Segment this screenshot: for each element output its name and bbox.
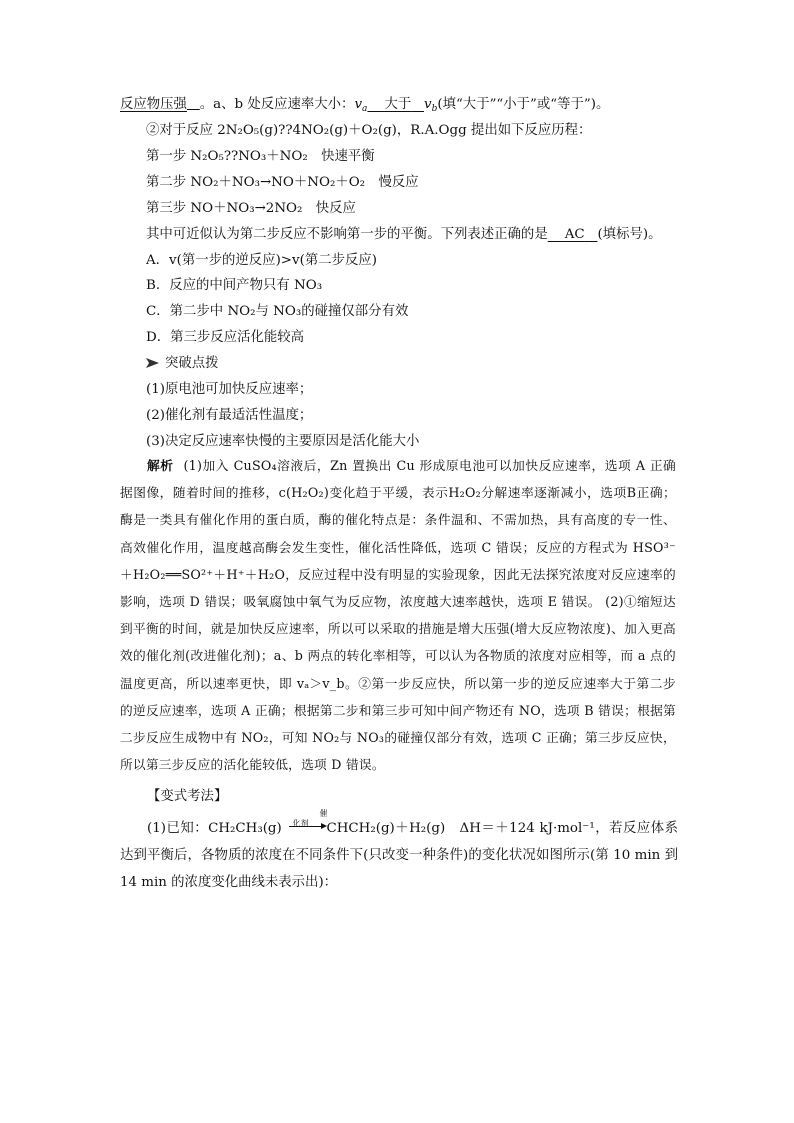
- answer-blank-choice: AC: [564, 227, 585, 242]
- tip-3: (3)决定反应速率快慢的主要原因是活化能大小: [146, 434, 420, 449]
- variant-text: CHCH₂(g)＋H₂(g) ΔH＝＋124 kJ·mol⁻¹，若反应体系达到平衡后，各物质的浓度在不同条件下(只改变一种条件)的变化状况如图所示(第 10 min 到 14 min 的浓度变化曲线未表示出)：: [120, 821, 679, 890]
- variant-section: [120, 783, 678, 896]
- step-2: 第二步 NO₂＋NO₃→NO＋NO₂＋O₂ 慢反应: [146, 175, 419, 190]
- reactant-formula: (1)已知：CH₂CH₃(g): [147, 821, 282, 836]
- explanation-label: 解析: [147, 458, 174, 473]
- tip-title: 突破点拨: [165, 356, 219, 371]
- tip-heading: [146, 354, 219, 374]
- option-b: B．反应的中间产物只有 NO₃: [146, 278, 323, 293]
- tip-1: (1)原电池可加快反应速率；: [146, 382, 313, 397]
- question-line-1: [120, 95, 609, 115]
- subscript-b: b: [431, 104, 438, 114]
- velocity-symbol: v: [354, 97, 363, 112]
- arrow-marker-icon: [146, 358, 159, 368]
- fill-instruction: (填“大于”“小于”或“等于”)。: [437, 97, 610, 112]
- velocity-symbol: v: [424, 97, 432, 112]
- answer-blank-pressure: 反应物压强: [120, 97, 187, 112]
- step-1: 第一步 N₂O₅??NO₃＋NO₂ 快速平衡: [146, 149, 375, 164]
- variant-title: 【变式考法】: [147, 789, 228, 804]
- subscript-a: a: [362, 104, 368, 114]
- answer-blank-rate: 大于: [384, 97, 412, 112]
- question-line-6: [146, 225, 661, 245]
- question-text: 其中可近似认为第二步反应不影响第一步的平衡。下列表述正确的是: [146, 227, 548, 242]
- catalyst-arrow-icon: [287, 809, 328, 832]
- step-3: 第三步 NO＋NO₃→2NO₂ 快反应: [146, 201, 356, 216]
- explanation-text: (1)加入 CuSO₄溶液后，Zn 置换出 Cu 形成原电池可以加快反应速率，选项 A 正确据图像，随着时间的推移，c(H₂O₂)变化趋于平缓，表示H₂O₂分解速率逐渐减小，选项B正确；酶是一类具有催化作用的蛋白质，酶的催化特点是：条件温和、不需加热，具有高度的专一性、高效催化作用，温度越高酶会发生变性，催化活性降低，选项 C 错误；反应的方程式为 HSO³⁻＋H₂O₂══SO²⁺＋H⁺＋H₂O，反应过程中没有明显的实验现象，因此无法探究浓度对反应速率的影响，选项 D 错误；吸氧腐蚀中氧气为反应物，浓度越大速率越快，选项 E 错误。 (2)①缩短达到平衡的时间，就是加快反应速率，所以可以采取的措施是增大压强(增大反应物浓度)、加入更高效的催化剂(改进催化剂)；a、b 两点的转化率相等，可以认为各物质的浓度对应相等，而 a 点的温度更高，所以速率更快，即 vₐ＞v_b。②第一步反应快，所以第一步的逆反应速率大于第二步的逆反应速率，选项 A 正确；根据第二步和第三步可知中间产物还有 NO，选项 B 错误；根据第二步反应生成物中有 NO₂，可知 NO₂与 NO₃的碰撞仅部分有效，选项 C 正确；第三步反应快，所以第三步反应的活化能较低，选项 D 错误。: [120, 458, 676, 773]
- variant-question: [120, 809, 679, 896]
- reaction-statement: ②对于反应 2N₂O₅(g)??4NO₂(g)＋O₂(g)，R.A.Ogg 提出如下反应历程：: [146, 123, 592, 138]
- explanation-block: [120, 452, 676, 778]
- catalyst-label: 催化剂: [292, 809, 328, 828]
- question-text: 。a、b 处反应速率大小：: [199, 97, 355, 112]
- option-a: A．v(第一步的逆反应)>v(第二步反应): [146, 253, 377, 268]
- tip-2: (2)催化剂有最适活性温度；: [146, 408, 313, 423]
- option-c: C．第二步中 NO₂与 NO₃的碰撞仅部分有效: [146, 304, 409, 319]
- fill-instruction: (填标号)。: [597, 227, 662, 242]
- option-d: D．第三步反应活化能较高: [146, 330, 305, 345]
